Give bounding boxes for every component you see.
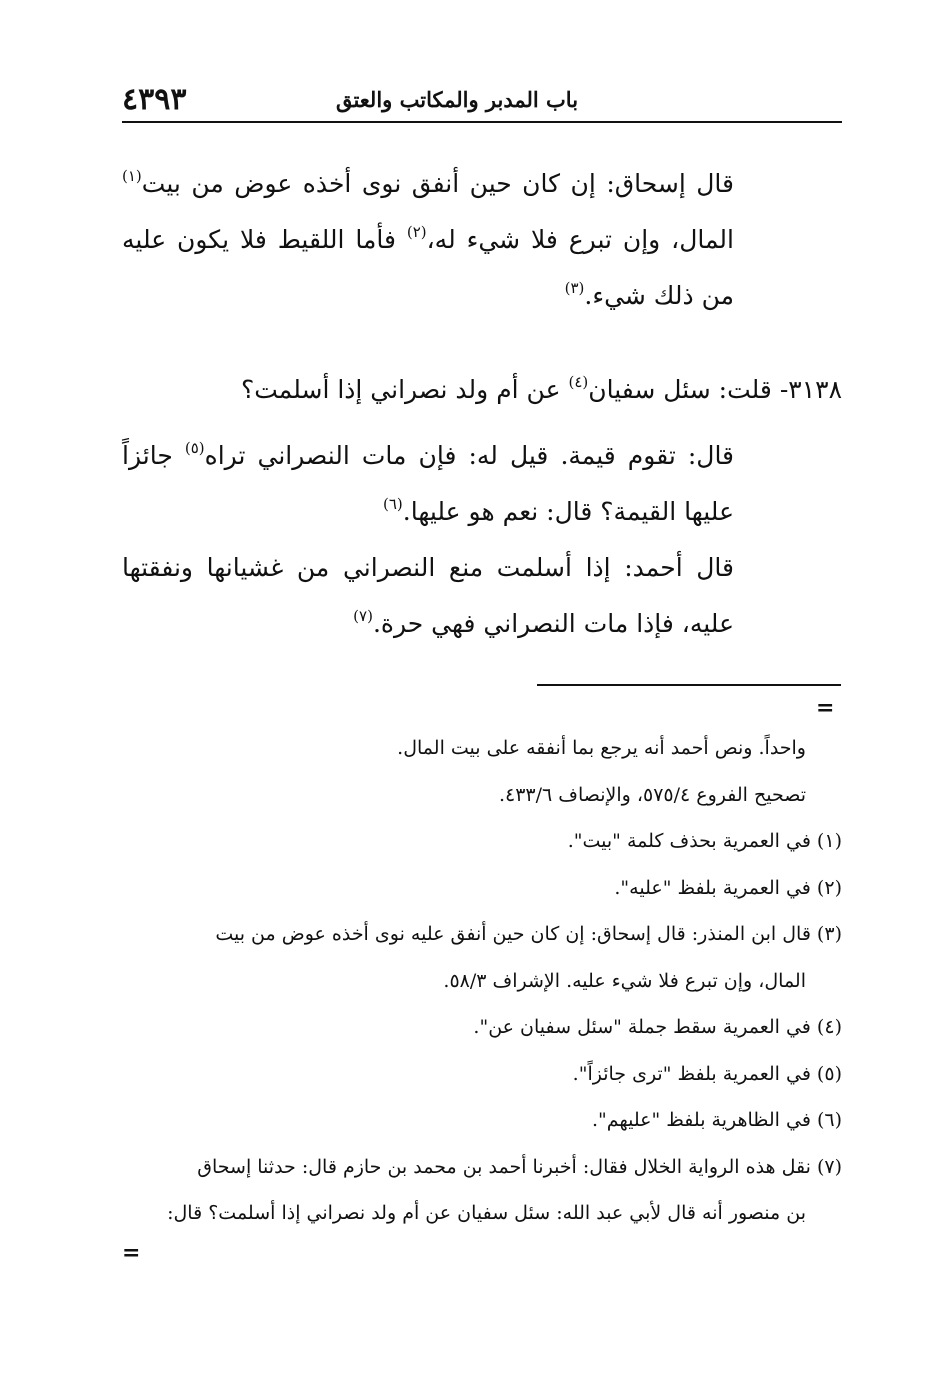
- paragraph-text: جائزاً عليها القيمة؟ قال: نعم هو عليها.: [122, 441, 734, 526]
- footnote-5: (٥) في العمرية بلفظ "ترى جائزاً".: [572, 1062, 842, 1085]
- footnote-7-line-2: بن منصور أنه قال لأبي عبد الله: سئل سفيان عن أم ولد نصراني إذا أسلمت؟ قال:: [167, 1202, 806, 1224]
- page-header: [122, 80, 842, 120]
- paragraph-text: قال أحمد: إذا أسلمت منع النصراني من غشيانها ونفقتها عليه، فإذا مات النصراني فهي حرة.: [122, 553, 734, 638]
- footnote-6: (٦) في الظاهرية بلفظ "عليهم".: [591, 1109, 842, 1131]
- footnote-continued-line: تصحيح الفروع ٥٧٥/٤، والإنصاف ٤٣٣/٦.: [498, 783, 806, 806]
- footnote-ref-3[interactable]: (٣): [564, 279, 585, 297]
- header-rule: [122, 121, 842, 123]
- numbered-question: [122, 362, 842, 418]
- paragraph-text: قال: تقوم قيمة. قيل له: فإن مات النصراني تراه: [204, 441, 735, 470]
- running-title: باب المدبر والمكاتب والعتق: [335, 87, 579, 112]
- continuation-mark-top: =: [816, 695, 835, 721]
- paragraph-ishaq: [122, 156, 734, 324]
- footnote-ref-1[interactable]: (١): [122, 167, 142, 185]
- footnote-3-line-2: المال، وإن تبرع فلا شيء عليه. الإشراف ٥٨/٣.: [443, 969, 806, 992]
- footnote-ref-4[interactable]: (٤): [568, 373, 589, 391]
- footnotes-section: [122, 725, 842, 1237]
- question-text: قلت: سئل سفيان: [588, 375, 780, 404]
- footnote-ref-6[interactable]: (٦): [382, 495, 403, 513]
- paragraph-text: قال إسحاق: إن كان حين أنفق نوى أخذه عوض من بيت: [141, 169, 734, 198]
- footnote-3-line-1: (٣) قال ابن المنذر: قال إسحاق: إن كان حين أنفق عليه نوى أخذه عوض من بيت: [215, 923, 842, 945]
- footnote-separator: [537, 684, 841, 686]
- item-number: ٣١٣٨-: [779, 375, 842, 404]
- paragraph-ahmad: [122, 540, 734, 652]
- page-number: ٤٣٩٣: [122, 82, 187, 117]
- footnote-4: (٤) في العمرية سقط جملة "سئل سفيان عن".: [473, 1016, 842, 1038]
- paragraph-text: المال، وإن تبرع فلا شيء له،: [426, 225, 734, 254]
- continuation-mark-bottom: =: [122, 1240, 141, 1266]
- footnote-7: [122, 1144, 842, 1237]
- question-text: عن أم ولد نصراني إذا أسلمت؟: [240, 375, 569, 404]
- footnote-continued-line: واحداً. ونص أحمد أنه يرجع بما أنفقه على بيت المال.: [397, 737, 806, 759]
- footnote-2: (٢) في العمرية بلفظ "عليه".: [614, 876, 842, 899]
- footnote-3: [122, 911, 842, 1004]
- footnote-ref-5[interactable]: (٥): [184, 439, 205, 457]
- paragraph-answer: [122, 428, 734, 540]
- paragraph-text: فأما اللقيط فلا يكون عليه من ذلك شيء.: [122, 225, 734, 310]
- footnote-7-line-1: (٧) نقل هذه الرواية الخلال فقال: أخبرنا أحمد بن محمد بن حازم قال: حدثنا إسحاق: [197, 1155, 842, 1178]
- footnote-ref-2[interactable]: (٢): [406, 223, 427, 241]
- footnote-ref-7[interactable]: (٧): [353, 607, 373, 625]
- footnote-1: (١) في العمرية بحذف كلمة "بيت".: [567, 830, 842, 852]
